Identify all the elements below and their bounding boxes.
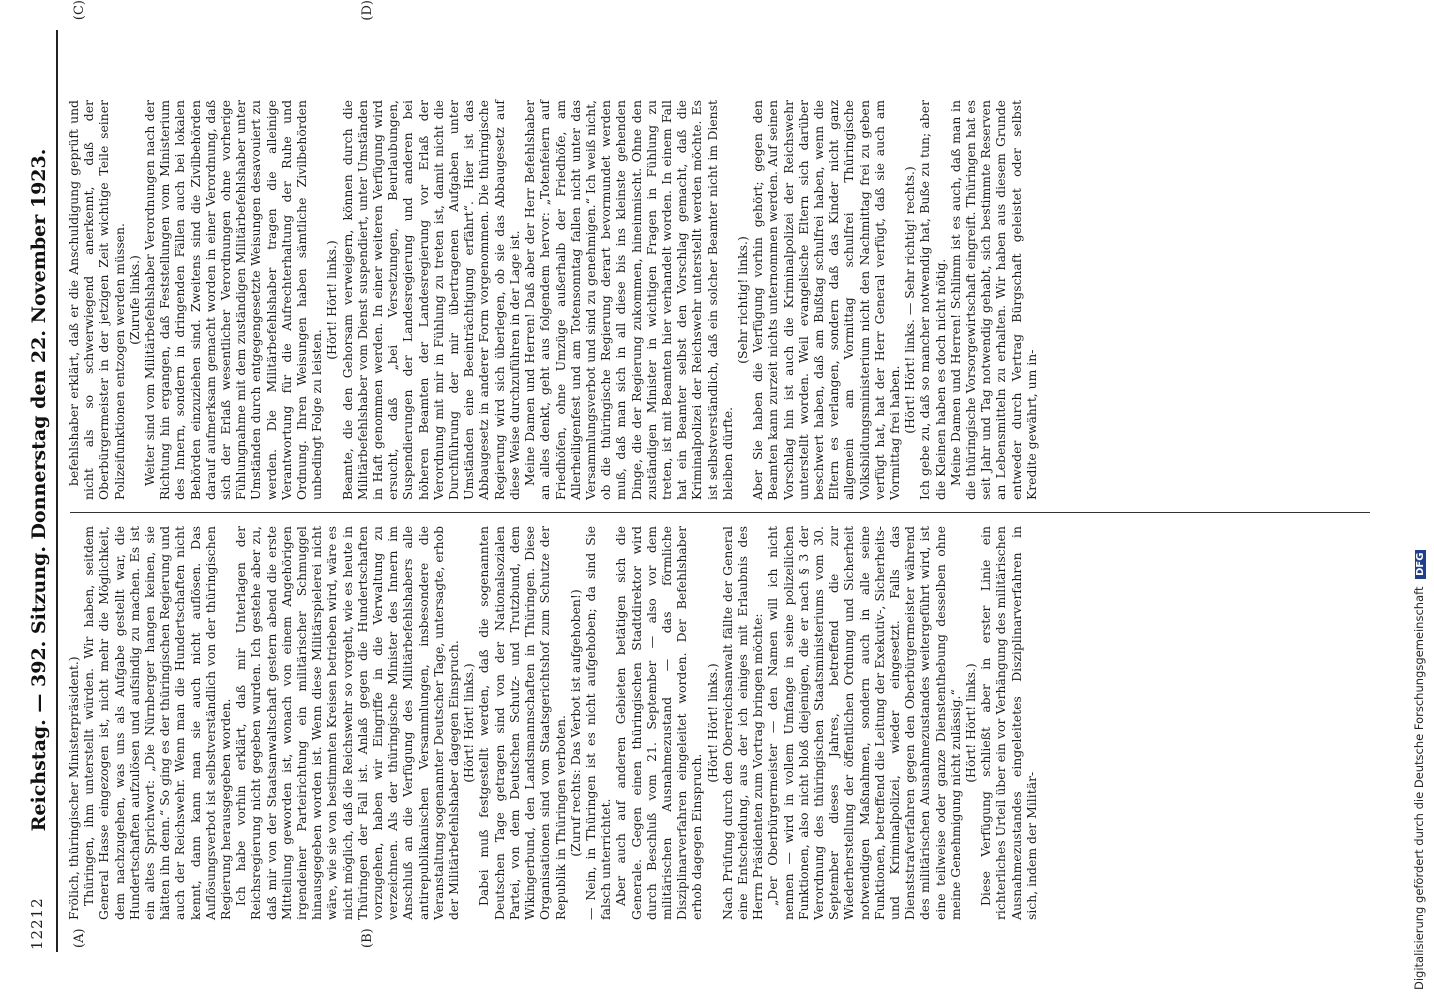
interjection: (Hört! Hört! links.)	[324, 240, 340, 360]
interjection: (Sehr richtig! links.)	[734, 236, 750, 364]
interjection: (Hört! Hört! links.)	[704, 663, 720, 783]
interjection: (Zurufe links.)	[126, 255, 142, 345]
column-divider	[70, 512, 1370, 513]
paragraph: — Nein, in Thüringen ist es nicht aufgehoben; da sind Sie falsch unterrichtet.	[582, 526, 614, 920]
column-right	[66, 100, 1039, 500]
paragraph: Thüringen, ihm unterstellt würden. Wir haben, seitdem General Hasse eingezogen ist, nicht mehr die Möglichkeit, dem nachzugehen, was uns als Aufgabe gestellt war, die Hundertschaften aufzulösen und aufsindig zu machen. Es ist ein altes Sprichwort: „Die Nürnberger hangen keinen, sie hätten ihn denn.“ So ging es der thüringischen Regierung und auch der Reichswehr. Wenn man die Hundertschaften nicht kennt, dann kann man sie auch nicht auflösen. Das Auflösungsverbot ist selbstverständlich von der thüringischen Regierung herausgegeben worden.	[81, 526, 234, 920]
quotation: „Der Oberbürgermeister — den Namen will ich nicht nennen — wird in vollem Umfange in seine polizeilichen Funktionen, also nicht bloß diejenigen, die er nach § 3 der Verordnung des thüringischen Staatsministeriums vom 30. September dieses Jahres, betreffend die zur Wiederherstellung der öffentlichen Ordnung und Sicherheit notwendigen Maßnahmen, sondern auch in alle seine Funktionen, betreffend die Leitung der Exekutiv-, Sicherheits- und Kriminalpolizei, wieder eingesetzt. Falls das Dienststrafverfahren gegen den Oberbürgermeister während des militärischen Ausnahmezustandes weitergeführt wird, ist eine teilweise oder ganze Dienstenthebung desselben ohne meine Genehmigung nicht zulässig.“	[765, 526, 963, 920]
paragraph: Aber Sie haben die Verfügung vorhin gehört; gegen den Beamten kann zurzeit nichts unternommen werden. Auf seinen Vorschlag hin ist auch die Kriminalpolizei der Reichswehr unterstellt worden. Weil evangelische Eltern sich darüber beschwert haben, daß am Bußtag schulfrei haben, wenn die Eltern es verlangen, sondern daß das Kinder nicht ganz allgemein am Vormittag schulfrei Thüringische Volksbildungsministerium nicht den Nachmittag frei zu geben verfügt hat, hat der Herr General verfügt, daß sie auch am Vormittag frei haben.	[750, 100, 902, 500]
paragraph: Dabei muß festgestellt werden, daß die sogenannten Deutschen Tage getragen sind von der Nationalsozialen Partei, von dem Deutschen Schutz- und Trutzbund, dem Wikingerbund, den Landsmannschaften in Thüringen. Diese Organisationen sind vom Staatsgerichtshof zum Schutze der Republik in Thüringen verboten.	[476, 526, 568, 920]
paragraph: Aber auch auf anderen Gebieten betätigen sich die Generale. Gegen einen thüringischen Stadtdirektor wird durch Beschluß vom 21. September — also vor dem militärischen Ausnahmezustand — das förmliche Disziplinarverfahren eingeleitet worden. Der Befehlshaber erhob dagegen Einspruch.	[613, 526, 705, 920]
paragraph: Ich habe vorhin erklärt, daß mir Unterlagen der Reichsregierung nicht gegeben wurden. Ich gestehe aber zu, daß mir von der Staatsanwaltschaft gestern abend die erste Mitteilung geworden ist, wonach von einem Angehörigen irgendeiner Parteirichtung ein militärischer Schmuggel hinausgegeben worden ist. Wenn diese Militärspielerei nicht wäre, wie sie von bestimmten Kreisen betrieben wird, wäre es nicht möglich, daß die Reichswehr so vorgeht, wie es heute in Thüringen der Fall ist. Anlaß gegen die Hundertschaften vorzugehen, haben wir Eingriffe in die Verwaltung zu verzeichnen. Als der thüringische Minister des Innern im Anschluß an die Verfügung des Militärbefehlshabers alle antirepublikanischen Versammlungen, insbesondere die Veranstaltung sogenannter Deutscher Tage, untersagte, erhob der Militärbefehlshaber dagegen Einspruch.	[233, 526, 462, 920]
dfg-credit	[1412, 550, 1426, 990]
paragraph: Beamte, die den Gehorsam verweigern, können durch die Militärbefehlshaber vom Dienst suspendiert, unter Umständen in Haft genommen werden. In einer weiteren Verfügung wird ersucht, daß „bei Versetzungen, Beurlaubungen, Suspendierungen der Landesregierung und anderen bei höheren Beamten der Landesregierung vor Erlaß der Verordnung mit mir in Fühlung zu treten ist, damit nicht die Durchführung der mir übertragenen Aufgaben unter Umständen eine Beeinträchtigung erfährt“. Hier ist das Abbaugesetz in anderer Form vorgenommen. Die thüringische Regierung wird sich überlegen, ob sie das Abbaugesetz auf diese Weise durchzuführen in der Lage ist.	[339, 100, 522, 500]
margin-mark-a: (A)	[72, 928, 87, 948]
paragraph: Diese Verfügung schließt aber in erster Linie ein richterliches Urteil über ein vor Verhängung des militärischen Ausnahmezustandes eingeleitetes Disziplinarverfahren in sich, indem der Militär-	[978, 526, 1039, 920]
paragraph: befehlshaber erklärt, daß er die Anschuldigung geprüft und nicht als so schwerwiegend anerkennt, daß der Oberbürgermeister in der jetzigen Zeit wichtige Teile seiner Polizeifunktionen entzogen werden müssen.	[66, 100, 127, 500]
margin-mark-b: (B)	[360, 928, 375, 948]
dfg-credit-text: Digitalisierung gefördert durch die Deutsche Forschungsgemeinschaft	[1412, 586, 1426, 990]
page-title: Reichstag. — 392. Sitzung. Donnerstag den 22. November 1923.	[28, 148, 50, 832]
paragraph: Weiter sind vom Militärbefehlshaber Verordnungen nach der Richtung hin ergangen, daß Feststellungen vom Ministerium des Innern, sondern in dringenden Fällen auch bei lokalen Behörden einzuziehen sind. Zweitens sind die Zivilbehörden darauf aufmerksam gemacht worden in einer Verordnung, daß sich der Erlaß wesentlicher Verordnungen ohne vorherige Fühlungnahme mit dem zuständigen Militärbefehlshaber unter Umständen durch entgegengesetzte Weisungen desavouiert zu werden. Die Militärbefehlshaber tragen die alleinige Verantwortung für die Aufrechterhaltung der Ruhe und Ordnung. Ihren Weisungen haben sämtliche Zivilbehörden unbedingt Folge zu leisten.	[142, 100, 325, 500]
paragraph: Nach Prüfung durch den Oberreichsanwalt fällte der General eine Entscheidung, aus der ich einiges mit Erlaubnis des Herrn Präsidenten zum Vortrag bringen möchte:	[719, 526, 766, 920]
interjection: (Zuruf rechts: Das Verbot ist aufgehoben!)	[567, 589, 583, 857]
paragraph: Meine Damen und Herren! Daß aber der Herr Befehlshaber an alles denkt, geht aus folgendem hervor: „Totenfeiern auf Friedhöfen, ohne Umzüge außerhalb der Friedhöfe, am Allerheiligenfest und am Totensonntag fallen nicht unter das Versammlungsverbot und sind zu genehmigen.“ Ich weiß nicht, ob die thüringische Regierung derart bevormundet werden muß, daß man sich in all diese bis ins kleinste gehenden Dinge, die der Regierung zukommen, hineinmischt. Ohne den zuständigen Minister in wichtigen Fragen in Fühlung zu treten, ist mit Beamten hier verhandelt worden. In einem Fall hat ein Beamter selbst den Vorschlag gemacht, daß die Kriminalpolizei der Reichswehr unterstellt werden möchte. Es ist selbstverständlich, daß ein solcher Beamter nicht im Dienst bleiben dürfte.	[522, 100, 735, 500]
paragraph: Meine Damen und Herren! Schlimm ist es auch, daß man in die thüringische Vorsorgewirtschaft eingreift. Thüringen hat es seit Jahr und Tag notwendig gehabt, sich bestimmte Reserven an Lebensmitteln zu erhalten. Wir haben aus diesem Grunde entweder durch Vertrag Bürgschaft geleistet oder selbst Kredite gewährt, um in-	[947, 100, 1039, 500]
page-number: 12212	[28, 897, 46, 950]
dfg-logo: DFG	[1415, 550, 1426, 579]
column-left	[66, 526, 1039, 920]
interjection: (Hört! Hört! links.)	[962, 663, 978, 783]
page-header	[28, 30, 56, 950]
header-rule	[56, 30, 58, 952]
digitization-sidebar	[1410, 10, 1430, 990]
margin-mark-d: (D)	[360, 0, 375, 21]
margin-mark-c: (C)	[72, 0, 87, 21]
speaker-line: Frölich, thüringischer Ministerpräsident.)	[66, 656, 81, 920]
interjection: (Hört! Hört! links. — Sehr richtig! rechts.)	[902, 166, 918, 434]
interjection: (Hört! Hört! links.)	[461, 663, 477, 783]
paragraph: Ich gebe zu, daß so mancher notwendig hat, Buße zu tun; aber die Kleinen haben es doch nicht nötig.	[917, 100, 948, 500]
